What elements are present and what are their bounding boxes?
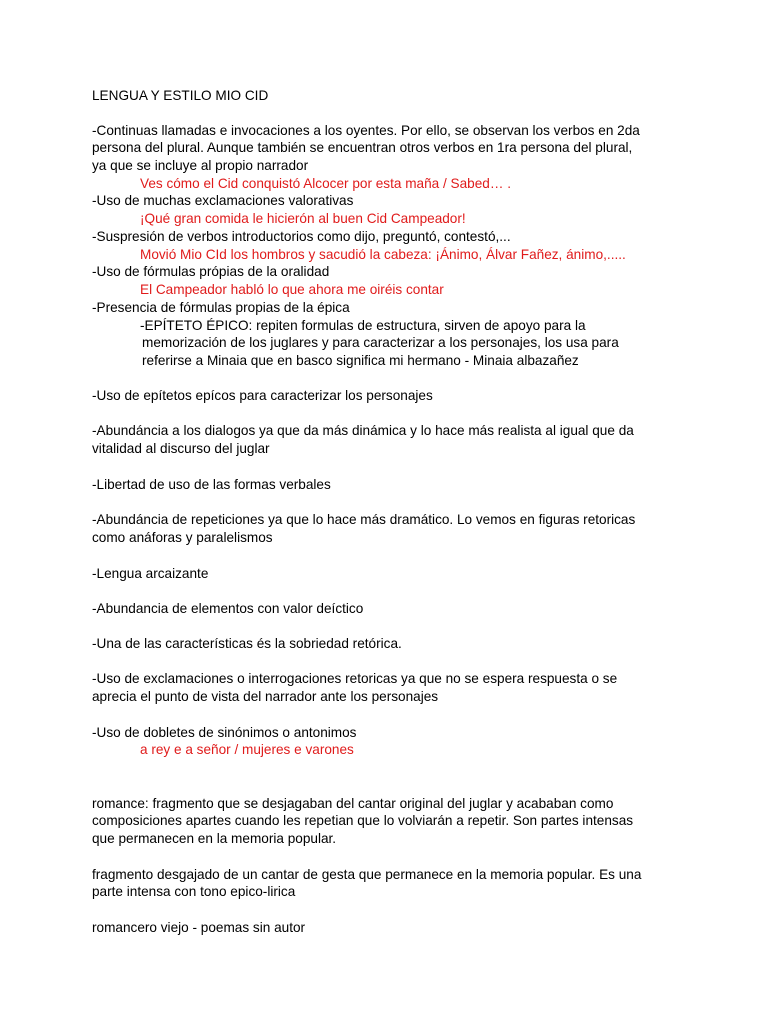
paragraph-line: que permanecen en la memoria popular. xyxy=(92,831,337,846)
paragraph-line: romance: fragmento que se desjagaban del cantar original del juglar y acababan como xyxy=(92,796,614,811)
example-line: El Campeador habló lo que ahora me oiréis contar xyxy=(140,282,444,297)
paragraph-line: -Uso de epítetos epícos para caracterizar los personajes xyxy=(92,388,433,403)
paragraph-line: -Uso de fórmulas própias de la oralidad xyxy=(92,264,330,279)
paragraph-line: -Libertad de uso de las formas verbales xyxy=(92,477,331,492)
paragraph-line: memorización de los juglares y para caracterizar a los personajes, los usa para xyxy=(142,335,619,350)
paragraph-line: -Uso de muchas exclamaciones valorativas xyxy=(92,193,354,208)
paragraph-line: parte intensa con tono epico-lirica xyxy=(92,884,296,899)
paragraph-line: composiciones apartes cuando les repetian que lo volviarán a repetir. Son partes intensas xyxy=(92,813,634,828)
paragraph-line: -Continuas llamadas e invocaciones a los oyentes. Por ello, se observan los verbos en 2da xyxy=(92,123,640,138)
paragraph-line: -Uso de dobletes de sinónimos o antonimos xyxy=(92,725,357,740)
paragraph-line: -Abundáncia a los dialogos ya que da más dinámica y lo hace más realista al igual que da xyxy=(92,423,634,438)
paragraph-line: -Abundáncia de repeticiones ya que lo hace más dramático. Lo vemos en figuras retoricas xyxy=(92,512,636,527)
paragraph-line: -EPÍTETO ÉPICO: repiten formulas de estructura, sirven de apoyo para la xyxy=(140,318,586,333)
paragraph-line: -Suspresión de verbos introductorios como dijo, preguntó, contestó,... xyxy=(92,229,511,244)
paragraph-line: -Abundancia de elementos con valor deíctico xyxy=(92,601,364,616)
paragraph-line: como anáforas y paralelismos xyxy=(92,530,273,545)
example-line: ¡Qué gran comida le hicierón al buen Cid Campeador! xyxy=(140,211,466,226)
example-line: Ves cómo el Cid conquistó Alcocer por esta maña / Sabed… . xyxy=(140,176,512,191)
paragraph-line: referirse a Minaia que en basco significa mi hermano - Minaia albazañez xyxy=(142,353,579,368)
paragraph-line: fragmento desgajado de un cantar de gesta que permanece en la memoria popular. Es una xyxy=(92,867,642,882)
paragraph-line: -Presencia de fórmulas propias de la épica xyxy=(92,300,350,315)
example-line: Movió Mio CId los hombros y sacudió la cabeza: ¡Ánimo, Álvar Fañez, ánimo,..... xyxy=(140,247,626,262)
paragraph-line: -Uso de exclamaciones o interrogaciones retoricas ya que no se espera respuesta o se xyxy=(92,671,618,686)
paragraph-line: aprecia el punto de vista del narrador ante los personajes xyxy=(92,689,439,704)
paragraph-line: -Una de las características és la sobriedad retórica. xyxy=(92,636,402,651)
example-line: a rey e a señor / mujeres e varones xyxy=(140,742,354,757)
paragraph-line: persona del plural. Aunque también se encuentran otros verbos en 1ra persona del plural, xyxy=(92,140,633,155)
document-title: LENGUA Y ESTILO MIO CID xyxy=(92,88,269,103)
paragraph-line: ya que se incluye al propio narrador xyxy=(92,158,309,173)
paragraph-line: -Lengua arcaizante xyxy=(92,566,209,581)
paragraph-line: vitalidad al discurso del juglar xyxy=(92,441,270,456)
paragraph-line: romancero viejo - poemas sin autor xyxy=(92,920,306,935)
